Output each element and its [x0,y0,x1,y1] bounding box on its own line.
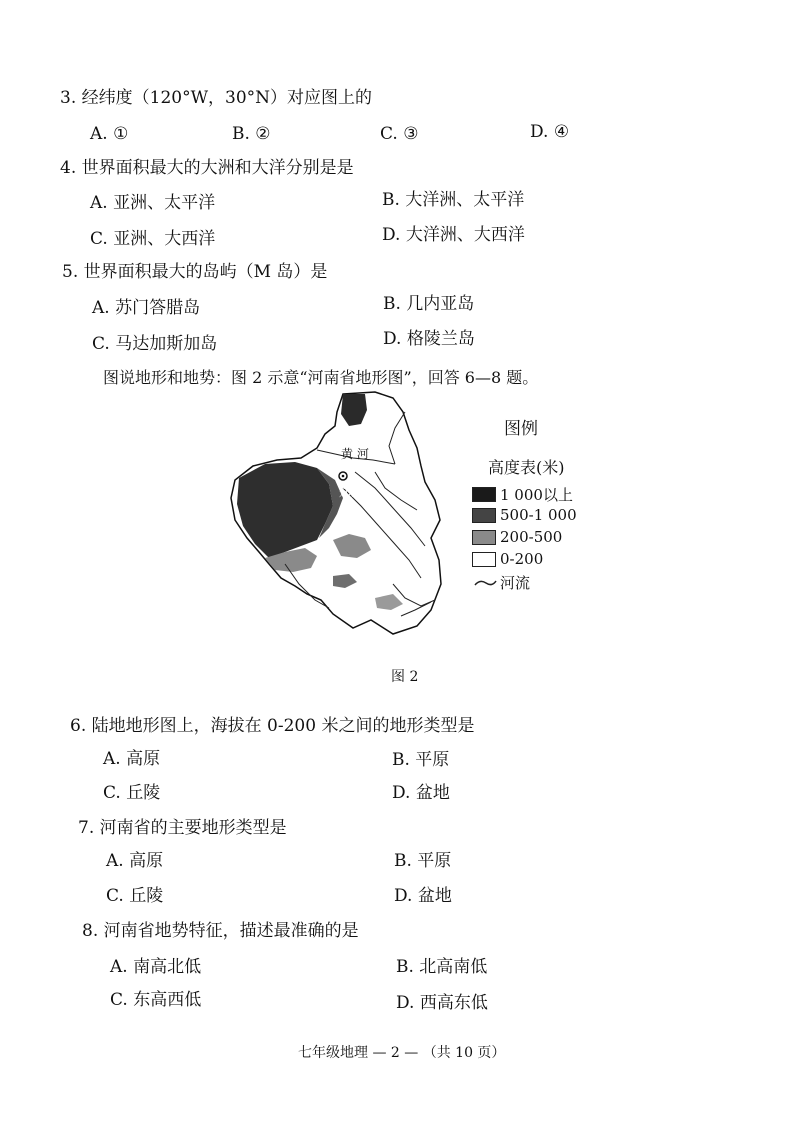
henan-terrain-map [225,388,450,638]
legend-row-0-200 [472,550,543,568]
question-4-option-d: D. 大洋洲、大西洋 [382,225,525,245]
question-7-option-a: A. 高原 [106,851,164,871]
legend-label-1000: 1 000以上 [500,486,573,504]
question-3-option-d: D. ④ [530,122,570,142]
figure-caption: 图 2 [391,669,419,685]
question-5-option-a: A. 苏门答腊岛 [92,298,201,318]
river-symbol-icon [472,576,498,590]
legend-label-200-500: 200-500 [500,528,563,546]
question-4-option-b: B. 大洋洲、太平洋 [382,190,525,210]
question-6-option-d: D. 盆地 [392,783,450,803]
question-6-stem: 6. 陆地地形图上，海拔在 0-200 米之间的地形类型是 [70,716,475,736]
question-8-option-c: C. 东高西低 [110,990,202,1010]
question-7-stem: 7. 河南省的主要地形类型是 [78,818,287,838]
legend-row-200-500 [472,528,562,546]
question-4-option-a: A. 亚洲、太平洋 [90,193,216,213]
question-4-stem: 4. 世界面积最大的大洲和大洋分别是是 [60,158,354,178]
question-5-stem: 5. 世界面积最大的岛屿（M 岛）是 [62,262,328,282]
question-5-option-b: B. 几内亚岛 [383,294,475,314]
question-7-option-d: D. 盆地 [394,886,452,906]
question-5-option-c: C. 马达加斯加岛 [92,334,218,354]
question-3-option-c: C. ③ [380,124,419,144]
question-5-option-d: D. 格陵兰岛 [383,329,475,349]
question-6-option-b: B. 平原 [392,750,450,770]
question-3-option-b: B. ② [232,124,271,144]
question-7-option-b: B. 平原 [394,851,452,871]
question-3-option-a: A. ① [90,124,129,144]
legend-label-500-1000: 500-1 000 [500,506,577,524]
zhengzhou-label: 郑州 [339,485,364,499]
legend-swatch-200-500 [472,530,496,545]
legend-swatch-0-200 [472,552,496,567]
legend-swatch-1000 [472,487,496,502]
question-7-option-c: C. 丘陵 [106,886,164,906]
legend-row-river [472,572,530,593]
question-6-option-c: C. 丘陵 [103,783,161,803]
legend-row-500-1000 [472,506,577,524]
question-8-option-d: D. 西高东低 [396,993,488,1013]
question-3-stem: 3. 经纬度（120°W，30°N）对应图上的 [60,88,373,108]
yellow-river-label: 黄 河 [341,447,369,461]
legend-title: 图例 [504,419,538,439]
question-8-option-a: A. 南高北低 [110,957,202,977]
legend-swatch-500-1000 [472,508,496,523]
question-4-option-c: C. 亚洲、大西洋 [90,229,216,249]
page-footer: 七年级地理 — 2 — （共 10 页） [298,1045,506,1061]
legend-label-river: 河流 [500,574,531,592]
question-8-option-b: B. 北高南低 [396,957,488,977]
legend-subtitle: 高度表(米) [488,458,565,477]
legend-label-0-200: 0-200 [500,550,544,568]
legend-row-1000 [472,484,573,505]
question-8-stem: 8. 河南省地势特征，描述最准确的是 [82,921,359,941]
section-intro: 图说地形和地势：图 2 示意“河南省地形图”，回答 6—8 题。 [103,368,539,387]
question-6-option-a: A. 高原 [103,749,161,769]
